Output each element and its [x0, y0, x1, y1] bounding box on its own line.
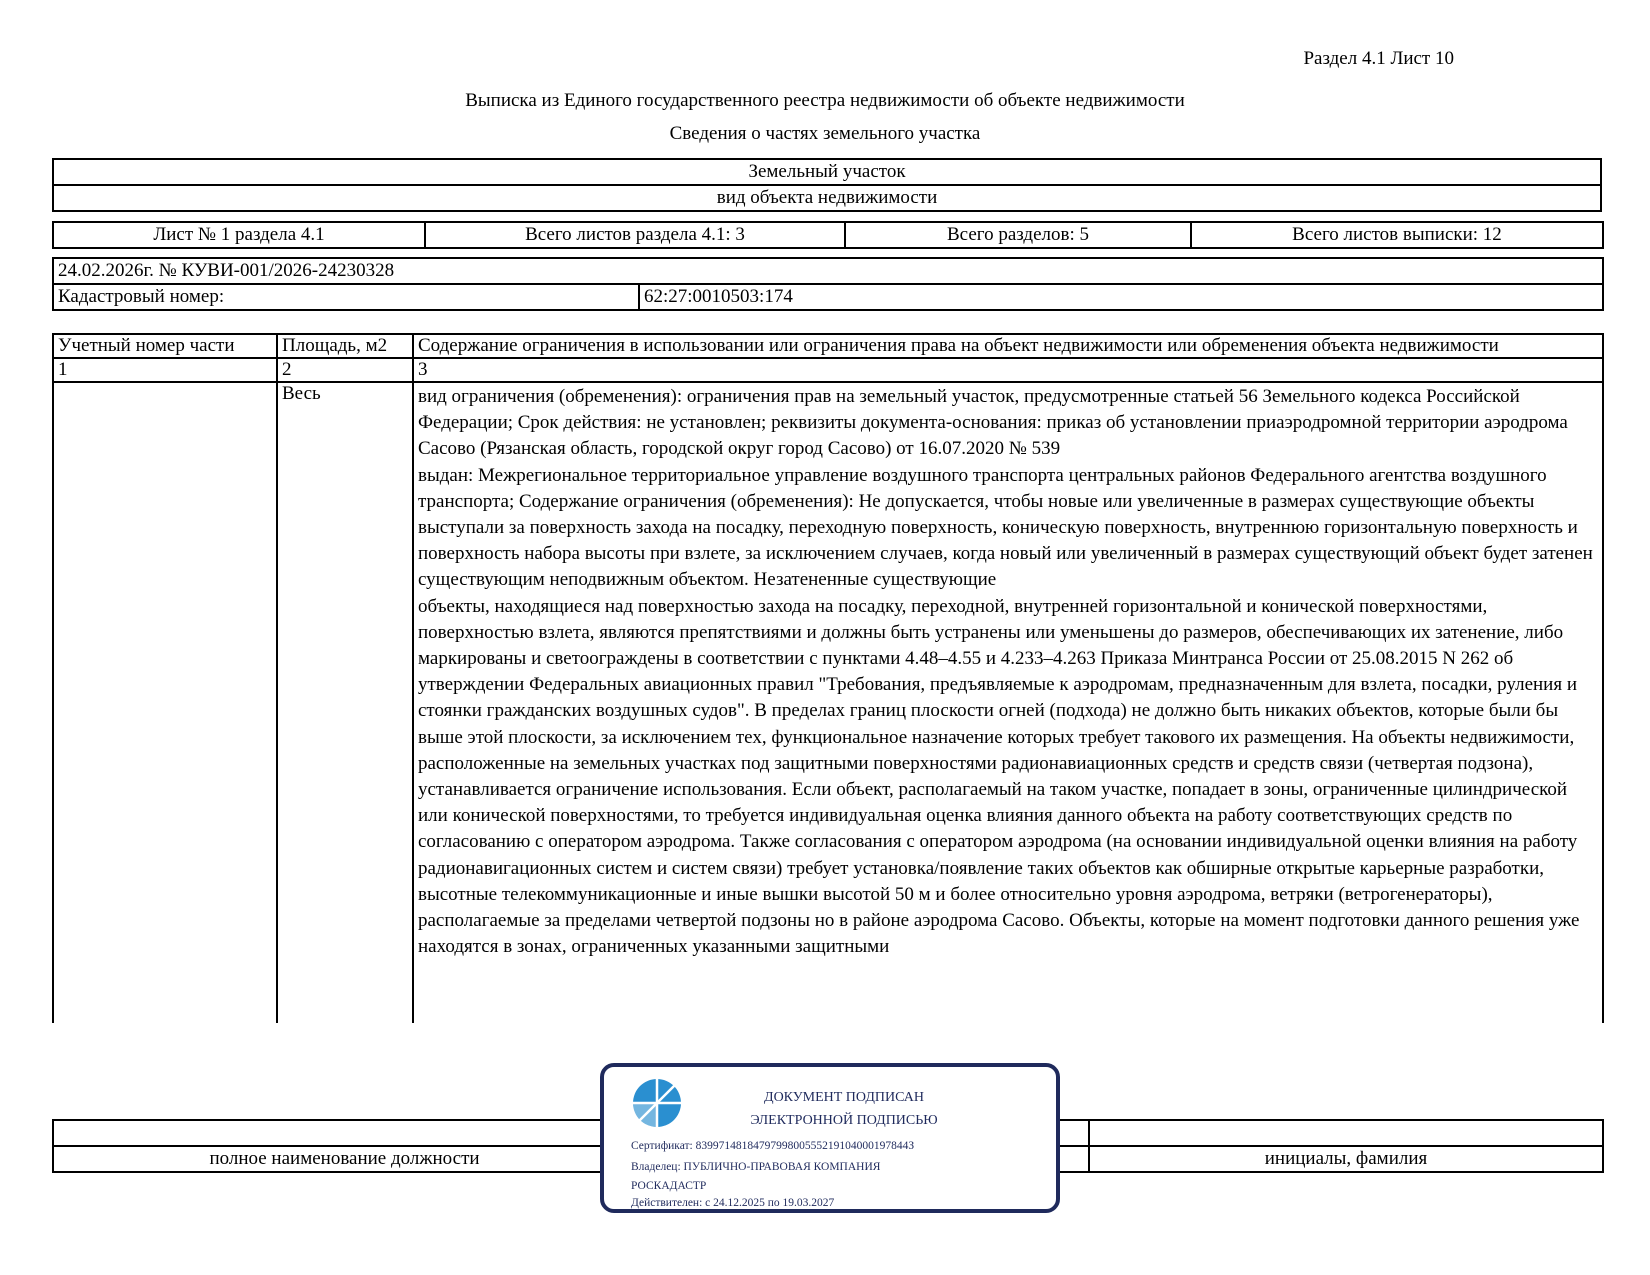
position-label: полное наименование должности [53, 1146, 636, 1172]
extract-info-table [52, 257, 1604, 311]
table-row [53, 382, 1603, 1023]
document-subtitle: Сведения о частях земельного участка [669, 123, 981, 144]
stamp-owner: Владелец: ПУБЛИЧНО-ПРАВОВАЯ КОМПАНИЯ [631, 1161, 881, 1173]
stamp-title-line2: ЭЛЕКТРОННОЙ ПОДПИСЬЮ [750, 1113, 938, 1128]
sheet-reference: Раздел 4.1 Лист 10 [1303, 48, 1454, 69]
table-header-row [53, 334, 1603, 358]
total-sections: Всего разделов: 5 [845, 222, 1191, 248]
name-field [1089, 1120, 1603, 1146]
stamp-validity: Действителен: с 24.12.2025 по 19.03.2027 [631, 1197, 835, 1209]
column-number: 1 [53, 358, 277, 382]
area-cell: Весь [277, 382, 413, 1023]
total-sheets-section: Всего листов раздела 4.1: 3 [425, 222, 845, 248]
restriction-paragraph: вид ограничения (обременения): ограничения прав на земельный участок, предусмотренные статьей 56 Земельного кодекса Российской Федерации; Срок действия: не установлен; реквизиты документа-основания: приказ об установлении приаэродромной территории аэродрома Сасово (Рязанская область, городской округ город Сасово) от 16.07.2020 № 539 [418, 386, 1568, 460]
sheets-info-table [52, 221, 1604, 249]
stamp-certificate: Сертификат: 8399714818479799800555219104000197844З [631, 1140, 915, 1152]
column-header: Учетный номер части [53, 334, 277, 358]
extract-date-number: 24.02.2026г. № КУВИ-001/2026-24230328 [53, 258, 1603, 284]
column-number-row [53, 358, 1603, 382]
rosreestr-logo-icon [631, 1077, 683, 1129]
column-number: 2 [277, 358, 413, 382]
stamp-title-line1: ДОКУМЕНТ ПОДПИСАН [764, 1090, 924, 1105]
total-sheets-extract: Всего листов выписки: 12 [1191, 222, 1603, 248]
restriction-paragraph: выдан: Межрегиональное территориальное управление воздушного транспорта центральных районов Федерального агентства воздушного транспорта; Содержание ограничения (обременения): Не допускается, чтобы новые или увеличенные в размерах существующие объекты выступали за поверхность захода на посадку, переходную поверхность, коническую поверхность, внутреннюю горизонтальную поверхность и поверхность набора высоты при взлете, за исключением случаев, когда новый или увеличенный в размерах существующий объект будет затенен существующим неподвижным объектом. Незатененные существующие [418, 464, 1593, 591]
restriction-paragraph: объекты, находящиеся над поверхностью захода на посадку, переходной, внутренней горизонтальной и конической поверхностями, поверхностью взлета, являются препятствиями и должны быть устранены или уменьшены до размеров, обеспечивающих их затенение, либо маркированы и светоограждены в соответствии с пунктами 4.48–4.55 и 4.233–4.263 Приказа Минтранса России от 25.08.2015 N 262 об утверждении Федеральных авиационных правил "Требования, предъявляемые к аэродромам, предназначенным для взлета, посадки, руления и стоянки гражданских воздушных судов". В пределах границ плоскости огней (подхода) не должно быть никаких объектов, которые были бы выше этой плоскости, за исключением тех, функциональное назначение которых требует такового их размещения. На объекты недвижимости, расположенные на земельных участках под защитными поверхностями радионавиационных средств и средств связи (четвертая подзона), устанавливается ограничение использования. Если объект, располагаемый на таком участке, попадает в зоны, ограниченные цилиндрической или конической поверхностями, то требуется индивидуальная оценка влияния данного объекта на работу соответствующих средств по согласованию с оператором аэродрома. Также согласования с оператором аэродрома (на основании индивидуальной оценки влияния на работу радионавигационных систем и систем связи) требует установка/появление таких объектов как обширные открытые карьерные разработки, высотные телекоммуникационные и иные вышки высотой 50 м и более относительно уровня аэродрома, ветряки (ветрогенераторы), располагаемые за пределами четвертой подзоны но в районе аэродрома Сасово. Объекты, которые на момент подготовки данного решения уже находятся в зонах, ограниченных указанными защитными [418, 595, 1580, 958]
parts-table [52, 333, 1604, 1023]
object-type-label: вид объекта недвижимости [53, 185, 1601, 211]
restriction-content-cell [413, 382, 1603, 1023]
document-title: Выписка из Единого государственного реестра недвижимости об объекте недвижимости [465, 90, 1185, 111]
column-number: 3 [413, 358, 1603, 382]
sheet-number: Лист № 1 раздела 4.1 [53, 222, 425, 248]
part-number-cell [53, 382, 277, 1023]
column-header: Содержание ограничения в использовании или ограничения права на объект недвижимости или обременения объекта недвижимости [413, 334, 1603, 358]
cadastral-number: 62:27:0010503:174 [639, 284, 1603, 310]
stamp-owner-continued: РОСКАДАСТР [631, 1180, 707, 1192]
cadastral-number-label: Кадастровый номер: [53, 284, 639, 310]
position-field [53, 1120, 636, 1146]
parts-table-container [52, 333, 1604, 1038]
object-name: Земельный участок [53, 159, 1601, 185]
object-type-table [52, 158, 1602, 212]
name-label: инициалы, фамилия [1089, 1146, 1603, 1172]
column-header: Площадь, м2 [277, 334, 413, 358]
electronic-signature-stamp [600, 1063, 1060, 1213]
